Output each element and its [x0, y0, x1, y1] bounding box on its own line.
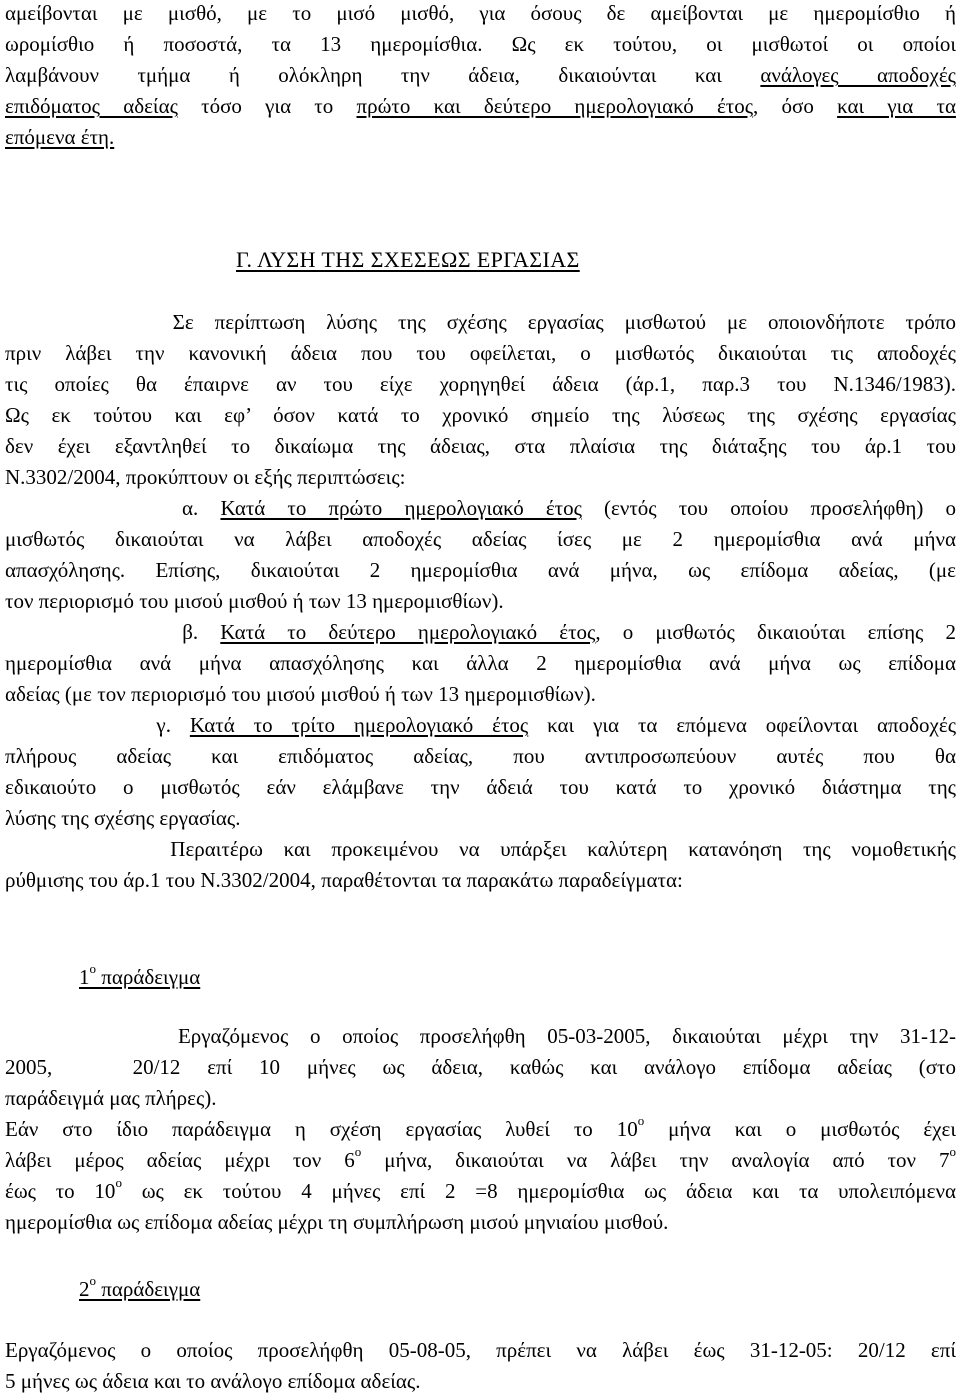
text-span: γ.	[5, 713, 190, 737]
text-span: λαμβάνουν τμήμα ή ολόκληρη την άδεια, δικαιούνται και	[5, 63, 761, 87]
text-line: παράδειγμά μας πλήρες).	[5, 1086, 217, 1110]
superscript: ο	[89, 1273, 96, 1288]
text-span: α.	[5, 496, 221, 520]
text-line: αμείβονται με μισθό, με το μισό μισθό, για όσους δε αμείβονται με ημερομίσθιο ή	[5, 1, 956, 25]
text-line: ημερομίσθια ως επίδομα αδείας μέχρι τη συμπλήρωση μισού μηνιαίου μισθού.	[5, 1210, 669, 1234]
text-line: Εργαζόμενος ο οποίος προσελήφθη 05-08-05, πρέπει να λάβει έως 31-12-05: 20/12 επί	[5, 1338, 956, 1362]
superscript: ο	[89, 961, 96, 976]
text-line: ημερομίσθια ανά μήνα απασχόλησης και άλλα 2 ημερομίσθια ανά μήνα ως επίδομα	[5, 651, 956, 675]
text-line: Σε περίπτωση λύσης της σχέσης εργασίας μισθωτού με οποιονδήποτε τρόπο	[5, 310, 956, 334]
text-line: τον περιορισμό του μισού μισθού ή των 13 ημερομισθίων).	[5, 589, 504, 613]
text-span: λάβει μέρος αδείας μέχρι τον 6	[5, 1148, 355, 1172]
superscript: ο	[115, 1175, 122, 1190]
underlined-text: επιδόματος αδείας	[5, 94, 178, 118]
text-line: πλήρους αδείας και επιδόματος αδείας, που αντιπροσωπεύουν αυτές που θα	[5, 744, 956, 768]
text-line: Ν.3302/2004, προκύπτουν οι εξής περιπτώσεις:	[5, 465, 406, 489]
text-line: δεν έχει εξαντληθεί το δικαίωμα της άδειας, στα πλαίσια της διάταξης του άρ.1 του	[5, 434, 956, 458]
text-line: εδικαιούτο ο μισθωτός εάν ελάμβανε την άδειά του κατά το χρονικό διάστημα της	[5, 775, 956, 799]
case-b-line	[5, 617, 956, 648]
text-line: μισθωτός δικαιούται να λάβει αποδοχές αδείας ίσες με 2 ημερομίσθια ανά μήνα	[5, 527, 956, 551]
superscript: ο	[949, 1144, 956, 1159]
example-1-title	[79, 962, 200, 993]
underlined-text: Κατά το τρίτο ημερολογιακό έτος	[189, 713, 529, 737]
text-span: (εντός του οποίου προσελήφθη) ο	[581, 496, 956, 520]
text-span: μήνα και ο μισθωτός έχει	[644, 1117, 956, 1141]
case-a-line	[5, 493, 956, 524]
text-line: Εργαζόμενος ο οποίος προσελήφθη 05-03-2005, δικαιούται μέχρι την 31-12-	[5, 1024, 956, 1048]
example-word: παράδειγμα	[96, 1277, 201, 1301]
text-line: ρύθμισης του άρ.1 του Ν.3302/2004, παραθέτονται τα παρακάτω παραδείγματα:	[5, 868, 683, 892]
text-span: β.	[5, 620, 221, 644]
underlined-text: Κατά το δεύτερο ημερολογιακό έτος	[220, 620, 596, 644]
text-line: πριν λάβει την κανονική άδεια που του οφείλεται, ο μισθωτός δικαιούται τις αποδοχές	[5, 341, 956, 365]
text-span: έως το 10	[5, 1179, 116, 1203]
text-span: ως εκ τούτου 4 μήνες επί 2 =8 ημερομίσθια ως άδεια και τα υπολειπόμενα	[121, 1179, 956, 1203]
text-line: αδείας (με τον περιορισμό του μισού μισθού ή των 13 ημερομισθίων).	[5, 682, 596, 706]
text-line: ωρομίσθιο ή ποσοστά, τα 13 ημερομίσθια. Ως εκ τούτου, οι μισθωτοί οι οποίοι	[5, 32, 956, 56]
text-span: Εάν στο ίδιο παράδειγμα η σχέση εργασίας λυθεί το 10	[5, 1117, 638, 1141]
underlined-text: πρώτο και δεύτερο ημερολογιακό έτος	[356, 94, 754, 118]
text-line: 2005, 20/12 επί 10 μήνες ως άδεια, καθώς και ανάλογο επίδομα αδείας (στο	[5, 1055, 956, 1079]
text-line: λύσης της σχέσης εργασίας.	[5, 806, 241, 830]
example-word: παράδειγμα	[96, 965, 201, 989]
example-2-body	[5, 1335, 956, 1397]
underlined-text: επόμενα έτη.	[5, 125, 115, 149]
text-line: 5 μήνες ως άδεια και το ανάλογο επίδομα αδείας.	[5, 1369, 421, 1393]
text-span: , όσο	[753, 94, 838, 118]
underlined-text: Κατά το πρώτο ημερολογιακό έτος	[220, 496, 582, 520]
text-line	[5, 91, 956, 122]
text-line	[5, 1176, 956, 1207]
text-line	[5, 1114, 956, 1145]
text-line: Ως εκ τούτου και εφ’ όσον κατά το χρονικό σημείο της λύσεως της σχέσης εργασίας	[5, 403, 956, 427]
text-line	[5, 122, 956, 153]
section-heading: Γ. ΛΥΣΗ ΤΗΣ ΣΧΕΣΕΩΣ ΕΡΓΑΣΙΑΣ	[236, 247, 580, 272]
text-span: μήνα, δικαιούται να λάβει την αναλογία από τον 7	[361, 1148, 950, 1172]
case-c-line	[5, 710, 956, 741]
superscript: ο	[637, 1113, 645, 1128]
underlined-text: και για τα	[837, 94, 956, 118]
top-paragraph	[5, 0, 956, 153]
example-number: 2	[79, 1277, 90, 1301]
superscript: ο	[354, 1144, 362, 1159]
text-span: τόσο για το	[177, 94, 357, 118]
text-line	[5, 1145, 956, 1176]
text-line: απασχόλησης. Επίσης, δικαιούται 2 ημερομίσθια ανά μήνα, ως επίδομα αδείας, (με	[5, 558, 956, 582]
text-line: τις οποίες θα έπαιρνε αν του είχε χορηγηθεί άδεια (άρ.1, παρ.3 του Ν.1346/1983).	[5, 372, 956, 396]
underlined-text: ανάλογες αποδοχές	[760, 63, 956, 87]
text-line	[5, 60, 956, 91]
text-span: , ο μισθωτός δικαιούται επίσης 2	[595, 620, 957, 644]
example-1-body	[5, 1021, 956, 1238]
text-span: και για τα επόμενα οφείλονται αποδοχές	[528, 713, 957, 737]
example-2-title	[79, 1274, 200, 1305]
section-body	[5, 307, 956, 896]
example-number: 1	[79, 965, 90, 989]
text-line: Περαιτέρω και προκειμένου να υπάρξει καλύτερη κατανόηση της νομοθετικής	[5, 837, 956, 861]
